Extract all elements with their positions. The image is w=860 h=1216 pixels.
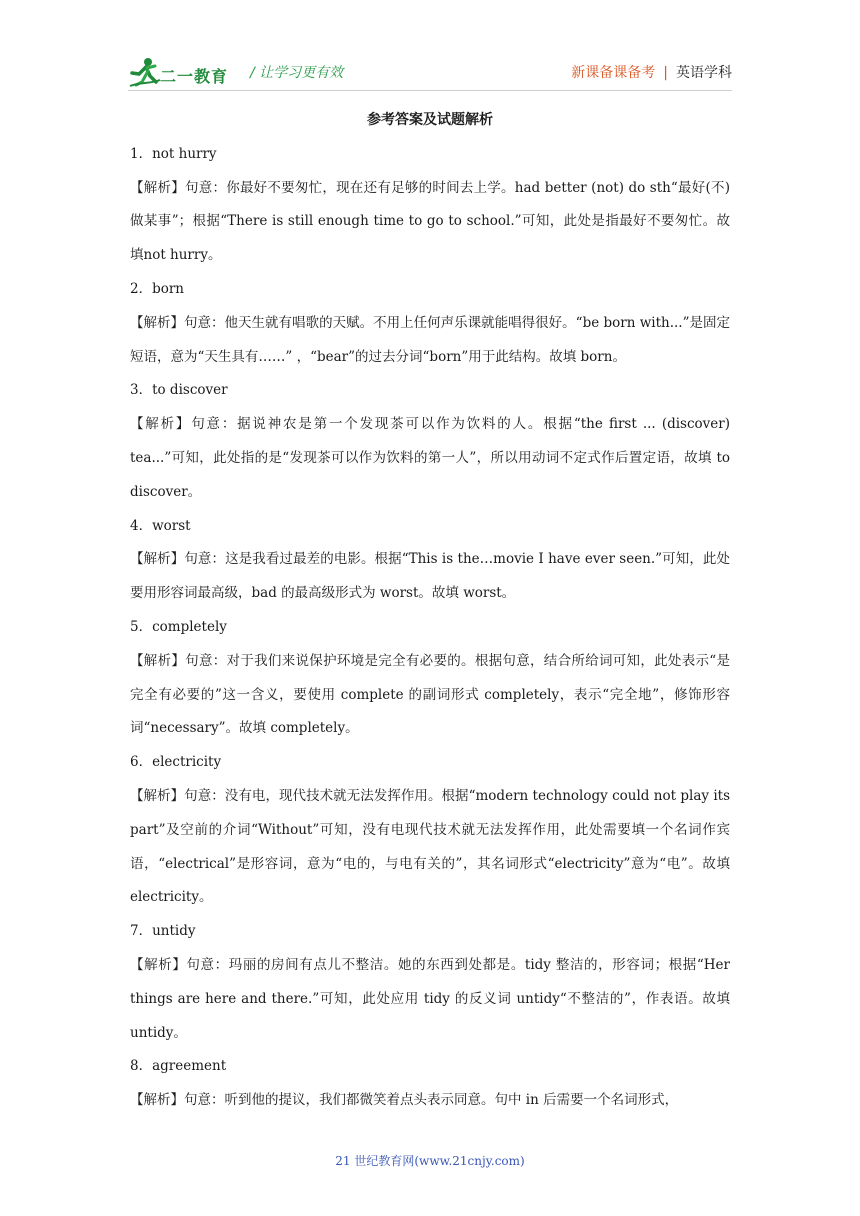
subject-label: 英语学科 bbox=[676, 65, 732, 81]
answer-item: 1．not hurry bbox=[130, 145, 217, 162]
answer-item: 4．worst bbox=[130, 517, 191, 534]
document-body bbox=[130, 104, 730, 1118]
header-separator: | bbox=[663, 65, 668, 81]
answer-item: 2．born bbox=[130, 280, 185, 297]
answer-item: 3．to discover bbox=[130, 382, 228, 399]
answer-item: 6．electricity bbox=[130, 754, 222, 771]
analysis-item: 【解析】句意：他天生就有唱歌的天赋。不用上任何声乐课就能唱得很好。“be born with...”是固定短语，意为“天生具有……” ，“bear”的过去分词“born”用于此结构。故填 born。 bbox=[130, 314, 730, 365]
analysis-item: 【解析】句意：玛丽的房间有点儿不整洁。她的东西到处都是。tidy 整洁的，形容词；根据“Her things are here and there.”可知，此处应用 tidy 的反义词 untidy“不整洁的”，作表语。故填 untidy。 bbox=[130, 956, 730, 1041]
page-title: 参考答案及试题解析 bbox=[367, 112, 493, 128]
header-right bbox=[571, 62, 732, 82]
logo-text: 二一教育 bbox=[160, 67, 229, 86]
logo bbox=[128, 56, 240, 88]
header-divider bbox=[128, 90, 732, 91]
analysis-item: 【解析】句意：这是我看过最差的电影。根据“This is the…movie I have ever seen.”可知，此处要用形容词最高级，bad 的最高级形式为 worst。故填 worst。 bbox=[130, 551, 730, 602]
slogan: / 让学习更有效 bbox=[250, 65, 344, 81]
analysis-item: 【解析】句意：听到他的提议，我们都微笑着点头表示同意。句中 in 后需要一个名词形式， bbox=[130, 1092, 679, 1109]
analysis-item: 【解析】句意：据说神农是第一个发现茶可以作为饮料的人。根据“the first ... (discover) tea...”可知，此处指的是“发现茶可以作为饮料的第一人”，所以用动词不定式作后置定语，故填 to discover。 bbox=[130, 416, 730, 500]
page-footer: 21 世纪教育网(www.21cnjy.com) bbox=[335, 1154, 525, 1168]
answer-item: 7．untidy bbox=[130, 923, 196, 940]
page-header bbox=[128, 52, 732, 92]
answer-item: 8．agreement bbox=[130, 1058, 227, 1075]
analysis-item: 【解析】句意：你最好不要匆忙，现在还有足够的时间去上学。had better (not) do sth“最好(不)做某事”；根据“There is still enough time to go to school.”可知，此处是指最好不要匆忙。故填not hurry。 bbox=[130, 179, 730, 264]
runner-logo-icon bbox=[128, 56, 162, 88]
analysis-item: 【解析】句意：没有电，现代技术就无法发挥作用。根据“modern technology could not play its part”及空前的介词“Without”可知，没有电现代技术就无法发挥作用，此处需要填一个名词作宾语，“electrical”是形容词，意为“电的，与电有关的”，其名词形式“electricity”意为“电”。故填 electricity。 bbox=[130, 787, 730, 906]
answer-item: 5．completely bbox=[130, 618, 227, 635]
analysis-item: 【解析】句意：对于我们来说保护环境是完全有必要的。根据句意，结合所给词可知，此处表示“是完全有必要的”这一含义，要使用 complete 的副词形式 completely，表示“完全地”，修饰形容词“necessary”。故填 completely。 bbox=[130, 652, 730, 737]
course-label: 新课备课备考 bbox=[571, 65, 656, 81]
